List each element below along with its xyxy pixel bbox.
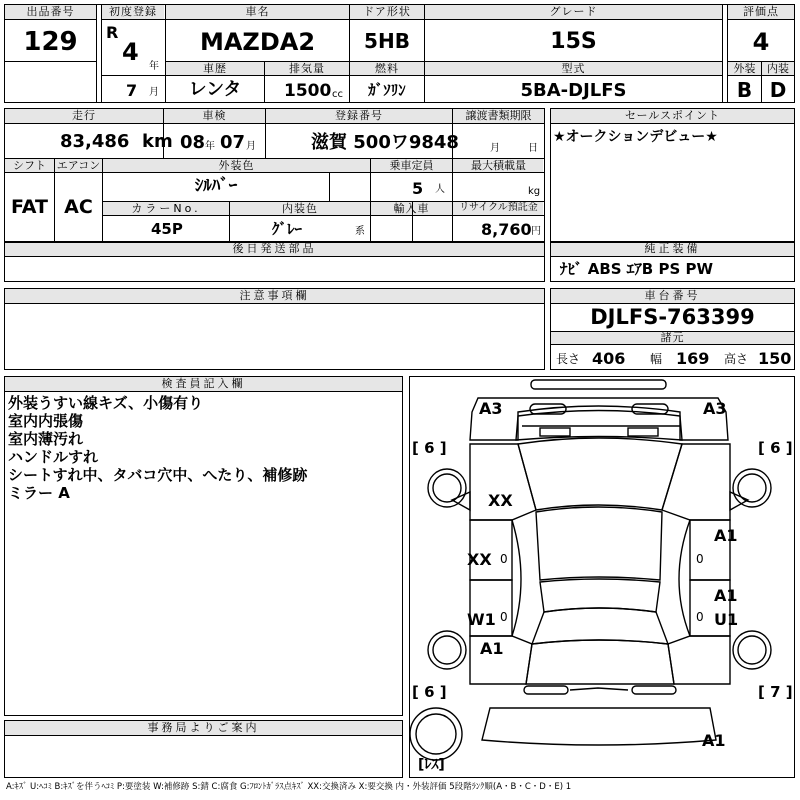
door-type-value: 5HB [364, 29, 410, 53]
car-name-value: MAZDA2 [199, 28, 316, 56]
damage-diagram [409, 376, 795, 778]
later-parts-label: 後日発送部品 [232, 242, 317, 255]
score-label: 評価点 [743, 5, 779, 18]
damage-mark-front-right: A3 [703, 399, 727, 418]
lot-number-value: 129 [23, 27, 78, 57]
zero-mark: 0 [500, 610, 508, 624]
inspection-year-value: 08 [180, 132, 206, 153]
shift-label: シフト [13, 159, 46, 172]
aircon-value: AC [64, 196, 93, 218]
tire-front-right: [ 6 ] [758, 439, 793, 457]
notes-label: 注意事項欄 [239, 289, 310, 302]
interior-color-unit: 系 [355, 226, 365, 237]
registration-month-value: 7 [126, 81, 138, 100]
history-value: レンタ [188, 79, 242, 100]
inspection-year-unit: 年 [205, 141, 215, 152]
max-load-label: 最大積載量 [471, 159, 526, 172]
damage-mark-rear-door-right-1: A1 [714, 586, 738, 605]
transfer-month-unit: 月 [490, 143, 500, 154]
displacement-unit: cc [332, 89, 343, 100]
zero-mark: 0 [500, 552, 508, 566]
exterior-grade-value: B [736, 78, 753, 102]
inspector-label: 検査員記入欄 [161, 377, 246, 390]
office-label: 事務局よりご案内 [147, 721, 260, 734]
damage-mark-hood-left: XX [488, 491, 513, 510]
registration-year-unit: 年 [149, 61, 159, 72]
inspection-month-unit: 月 [246, 141, 256, 152]
damage-mark-rear-door-right-2: U1 [714, 610, 739, 629]
chassis-number-value: DJLFS-763399 [590, 305, 755, 329]
max-load-unit: kg [528, 186, 541, 197]
inspector-line: 室内薄汚れ [8, 430, 84, 448]
plate-number-value: 滋賀 500ワ9848 [311, 132, 459, 153]
width-value: 169 [676, 349, 710, 368]
transfer-day-unit: 日 [528, 143, 538, 154]
tire-rear-right: [ 7 ] [758, 683, 793, 701]
registration-year-value: 4 [122, 38, 139, 66]
width-label: 幅 [650, 352, 663, 366]
registration-month-unit: 月 [149, 87, 159, 98]
sales-point-label: セールスポイント [624, 109, 720, 122]
equipment-label: 純正装備 [644, 242, 701, 255]
inspector-line: 外装うすい線キズ、小傷有り [8, 394, 204, 412]
zero-mark: 0 [696, 610, 704, 624]
inspection-month-value: 07 [220, 132, 246, 153]
chassis-number-label: 車台番号 [644, 289, 701, 302]
history-label: 車歴 [203, 62, 227, 75]
recycle-deposit-label: リサイクル預託金 [459, 202, 538, 213]
specs-label: 諸元 [660, 331, 685, 344]
mileage-unit: km [142, 131, 173, 152]
exterior-color-value: ｼﾙﾊﾞｰ [194, 176, 238, 196]
interior-color-value: ｸﾞﾚｰ [272, 220, 303, 238]
equipment-value: ﾅﾋﾞ ABS ｴｱB PS PW [560, 260, 714, 278]
inspector-line: シートすれ中、タバコ穴中、へたり、補修跡 [8, 466, 308, 484]
color-number-label: カラーNo. [131, 202, 201, 215]
damage-mark-front-door-left: XX [467, 550, 492, 569]
inspector-line: ハンドルすれ [8, 448, 99, 466]
first-registration-label: 初度登録 [109, 5, 157, 18]
interior-grade-label: 内装 [767, 62, 789, 75]
damage-mark-rear-door-left: W1 [467, 610, 496, 629]
score-value: 4 [752, 28, 770, 56]
damage-mark-front-left: A3 [479, 399, 503, 418]
lot-number-label: 出品番号 [26, 5, 75, 18]
height-label: 高さ [724, 352, 749, 366]
model-code-label: 型式 [561, 62, 586, 75]
height-value: 150 [758, 349, 792, 368]
import-car-label: 輸入車 [393, 202, 430, 215]
fuel-value: ｶﾞｿﾘﾝ [368, 81, 406, 99]
door-type-label: ドア形状 [363, 5, 411, 18]
capacity-value: 5 [412, 179, 424, 198]
spare-tire-label: [ﾚｽ] [418, 757, 445, 773]
color-number-value: 45P [151, 220, 183, 238]
car-name-label: 車名 [245, 5, 270, 18]
capacity-label: 乗車定員 [389, 159, 434, 172]
recycle-deposit-unit: 円 [531, 226, 541, 237]
damage-mark-front-door-right: A1 [714, 526, 738, 545]
tire-rear-left: [ 6 ] [412, 683, 447, 701]
capacity-unit: 人 [435, 184, 445, 195]
inspection-label: 車検 [202, 109, 227, 122]
grade-label: グレード [549, 5, 598, 18]
zero-mark: 0 [696, 552, 704, 566]
interior-grade-value: D [769, 78, 787, 102]
damage-mark-rear-bumper: A1 [702, 731, 726, 750]
displacement-label: 排気量 [289, 62, 325, 75]
exterior-color-label: 外装色 [218, 159, 255, 172]
inspector-line: 室内内張傷 [8, 412, 84, 430]
era-value: R [106, 23, 119, 42]
inspector-line: ミラー A [8, 484, 70, 502]
shift-value: FAT [11, 196, 48, 218]
mileage-value: 83,486 [60, 131, 130, 152]
plate-number-label: 登録番号 [335, 109, 383, 122]
aircon-label: エアコン [56, 159, 101, 172]
sales-point-value: ★オークションデビュー★ [553, 129, 718, 145]
damage-mark-rear-fender-left: A1 [480, 639, 504, 658]
transfer-deadline-label: 譲渡書類期限 [465, 109, 532, 122]
exterior-grade-label: 外装 [733, 62, 756, 75]
model-code-value: 5BA-DJLFS [520, 80, 627, 101]
interior-color-label: 内装色 [282, 202, 318, 215]
legend-text: A:ｷｽﾞ U:ﾍｺﾐ B:ｷｽﾞを伴うﾍｺﾐ P:要塗装 W:補修跡 S:錆 C:腐食 G:ﾌﾛﾝﾄｶﾞﾗｽ点ｷｽﾞ XX:交換済み X:要交換 内・外装評価 5段階ﾗﾝｸ順(A・B・C・D・E) 1 [6, 782, 572, 792]
length-value: 406 [592, 349, 626, 368]
mileage-label: 走行 [72, 109, 96, 122]
tire-front-left: [ 6 ] [412, 439, 447, 457]
length-label: 長さ [556, 352, 581, 366]
displacement-value: 1500 [284, 81, 332, 101]
grade-value: 15S [550, 29, 597, 54]
fuel-label: 燃料 [375, 62, 399, 75]
recycle-deposit-value: 8,760 [481, 220, 532, 239]
